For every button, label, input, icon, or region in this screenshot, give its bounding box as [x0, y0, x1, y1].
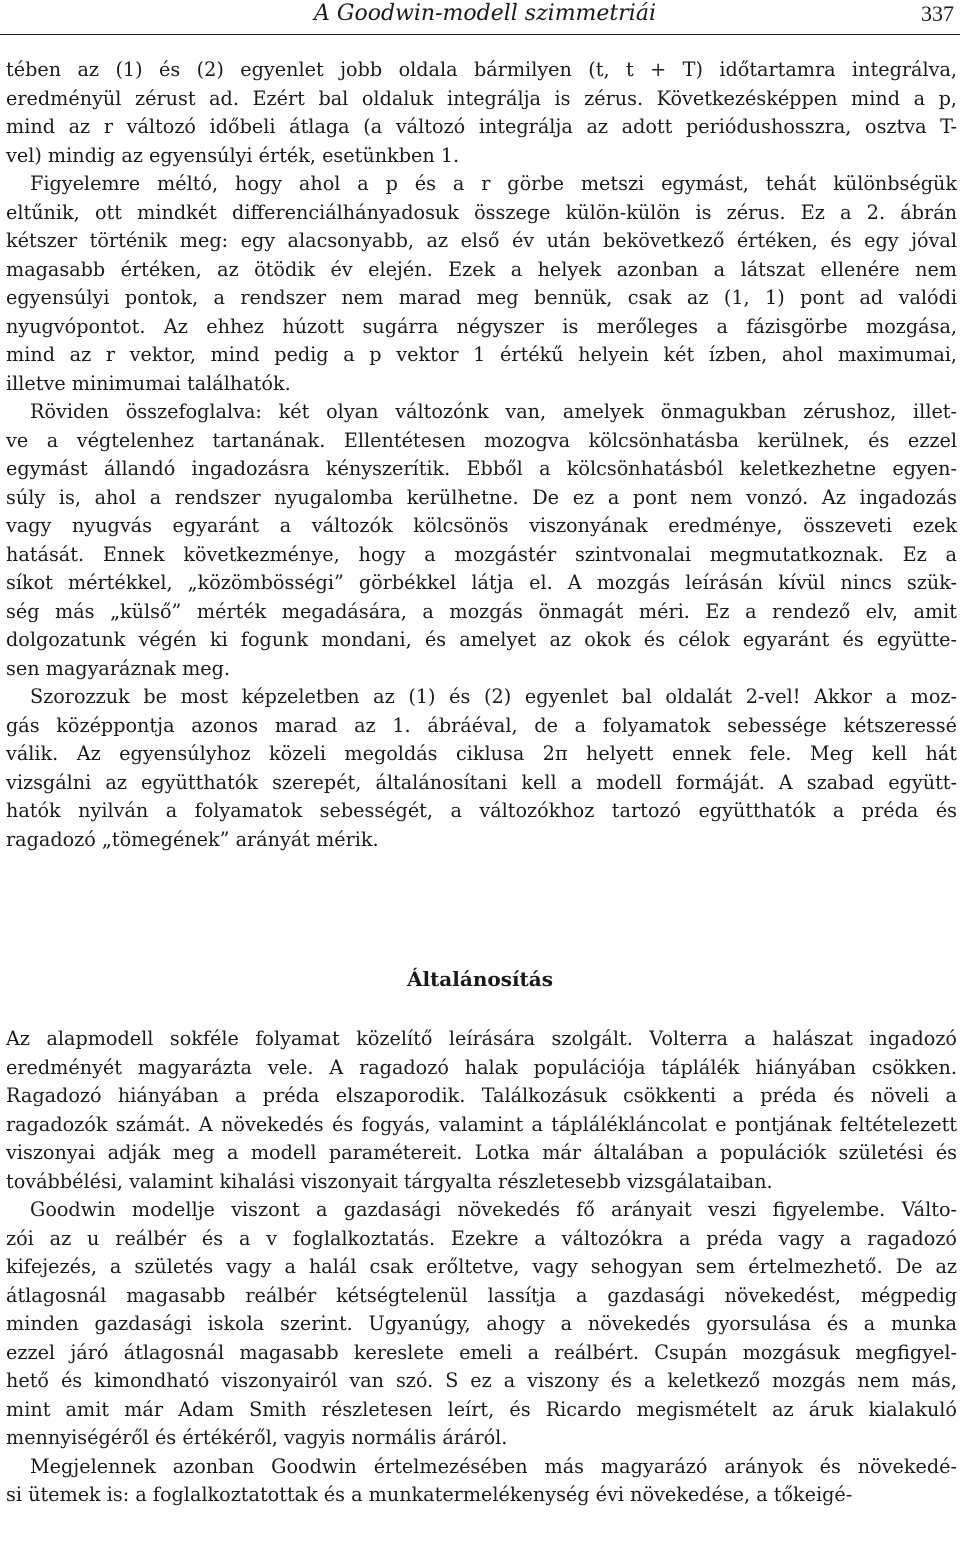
text-line: ragadozó „tömegének” arányát mérik.: [6, 827, 379, 851]
text-line: gás középpontja azonos marad az 1. ábráéval, de a folyamatok sebessége kétszeressé: [6, 713, 957, 737]
paragraph: [6, 170, 957, 398]
text-line: ezzel járó átlagosnál magasabb kereslete emeli a reálbért. Csupán mozgásuk megfigyel-: [6, 1340, 957, 1364]
text-line: eredményül zérust ad. Ezért bal oldaluk integrálja is zérus. Következésképpen mind a p,: [6, 86, 957, 110]
text-line: vagy nyugvás egyaránt a változók kölcsönös viszonyának eredménye, összeveti ezek: [6, 514, 957, 537]
header-rule: [0, 34, 960, 35]
body-text-top: [6, 56, 957, 854]
text-line: ség más „külső” mérték megadására, a mozgás önmagát méri. Ez a rendező elv, amit: [6, 599, 957, 623]
section-heading: Általánosítás: [406, 967, 554, 991]
text-line: súly is, ahol a rendszer nyugalomba kerülhetne. De ez a pont nem vonzó. Az ingadozás: [6, 485, 957, 509]
text-line: minden gazdasági iskola szerint. Ugyanúgy, ahogy a növekedés gyorsulása és a munka: [6, 1312, 957, 1335]
text-line: mennyiségéről és értékéről, vagyis normális áráról.: [6, 1426, 508, 1449]
text-line: kétszer történik meg: egy alacsonyabb, az első év után bekövetkező értéken, és egy jóval: [6, 229, 957, 252]
paragraph: [6, 1453, 957, 1510]
text-line: Figyelemre méltó, hogy ahol a p és a r görbe metszi egymást, tehát különbségük: [30, 172, 957, 195]
text-line: magasabb értéken, az ötödik év elején. Ezek a helyek azonban a látszat ellenére nem: [6, 257, 957, 281]
page-header: [0, 0, 960, 34]
text-line: síkot mértékkel, „közömbösségi” görbékkel látja el. A mozgás leírásán kívül nincs szük-: [6, 571, 957, 594]
text-line: nyugvópontot. Az ehhez húzott sugárra négyszer is merőleges a fázisgörbe mozgása,: [6, 314, 957, 338]
text-line: si ütemek is: a foglalkoztatottak és a munkatermelékenység évi növekedése, a tőkeigé-: [6, 1483, 853, 1506]
text-line: egymást állandó ingadozásra kényszerítik. Ebből a kölcsönhatásból keletkezhetne egyen-: [6, 457, 957, 480]
text-line: egyensúlyi pontok, a rendszer nem marad meg bennük, csak az (1, 1) pont ad valódi: [6, 286, 957, 309]
text-line: illetve minimumai találhatók.: [6, 371, 291, 395]
text-line: hető és kimondható viszonyairól van szó. S ez a viszony és a keletkező mozgás nem más,: [6, 1369, 957, 1392]
text-line: tében az (1) és (2) egyenlet jobb oldala bármilyen (t, t + T) időtartamra integrálva,: [6, 58, 957, 81]
text-line: Ragadozó hiányában a préda elszaporodik. Találkozásuk csökkenti a préda és növeli a: [6, 1084, 957, 1107]
text-line: Szorozzuk be most képzeletben az (1) és (2) egyenlet bal oldalát 2-vel! Akkor a moz-: [30, 685, 957, 708]
body-text-bottom: [6, 1025, 957, 1510]
text-line: továbbélési, valamint kihalási viszonyait tárgyalta részletesebb vizsgálataiban.: [6, 1169, 773, 1193]
page-number: 337: [921, 1, 954, 26]
text-line: viszonyai adják meg a modell paramétereit. Lotka már általában a populációk születési és: [6, 1141, 957, 1164]
paragraph: [6, 398, 957, 683]
text-line: Goodwin modellje viszont a gazdasági növekedés fő arányait veszi figyelembe. Válto-: [30, 1198, 957, 1221]
text-line: ragadozók számát. A növekedés és fogyás, valamint a táplálékláncolat e pontjának feltételezett: [6, 1112, 957, 1136]
text-line: zói az u reálbér és a v foglalkoztatás. Ezekre a változókra a préda vagy a ragadozó: [6, 1226, 957, 1250]
text-line: eltűnik, ott mindkét differenciálhányadosuk összege külön-külön is zérus. Ez a 2. ábrán: [6, 200, 957, 224]
text-line: ve a végtelenhez tartanának. Ellentétesen mozogva kölcsönhatásba kerülnek, és ezzel: [6, 428, 957, 452]
paragraph: [6, 1196, 957, 1453]
text-line: sen magyaráznak meg.: [6, 656, 231, 680]
text-line: vizsgálni az együtthatók szerepét, általánosítani kell a modell formáját. A szabad együtt-: [6, 770, 957, 794]
text-line: eredményét magyarázta vele. A ragadozó halak populációja táplálék hiányában csökken.: [6, 1055, 957, 1079]
text-line: Röviden összefoglalva: két olyan változónk van, amelyek önmagukban zérushoz, illet-: [30, 400, 957, 423]
text-line: hatását. Ennek következménye, hogy a mozgástér szintvonalai megmutatkoznak. Ez a: [6, 542, 957, 566]
paragraph: [6, 56, 957, 170]
text-line: kifejezés, a születés vagy a halál csak erőltetve, vagy sehogyan sem értelmezhető. De az: [6, 1255, 957, 1278]
text-line: mind az r változó időbeli átlaga (a változó integrálja az adott periódushosszra, osztva T-: [6, 115, 957, 138]
running-title: A Goodwin-modell szimmetriái: [314, 1, 656, 26]
text-line: hatók nyilván a folyamatok sebességét, a változókhoz tartozó együtthatók a préda és: [6, 799, 957, 822]
text-line: válik. Az egyensúlyhoz közeli megoldás ciklusa 2π helyett ennek fele. Meg kell hát: [6, 742, 957, 765]
text-line: vel) mindig az egyensúlyi érték, esetünkben 1.: [6, 143, 460, 167]
paragraph: [6, 1025, 957, 1196]
text-line: mind az r vektor, mind pedig a p vektor 1 értékű helyein két ízben, ahol maximumai,: [6, 343, 957, 366]
text-line: Az alapmodell sokféle folyamat közelítő leírására szolgált. Volterra a halászat ingadozó: [6, 1027, 957, 1050]
text-line: átlagosnál magasabb reálbér kétségtelenül lassítja a gazdasági növekedést, mégpedig: [6, 1283, 957, 1307]
text-line: Megjelennek azonban Goodwin értelmezésében más magyarázó arányok és növekedé-: [30, 1454, 957, 1478]
text-line: dolgozatunk végén ki fogunk mondani, és amelyet az okok és célok egyaránt és együtte-: [6, 628, 957, 651]
paragraph: [6, 683, 957, 854]
text-line: mint amit már Adam Smith részletesen leírt, és Ricardo megismételt az áruk kialakuló: [6, 1397, 957, 1421]
